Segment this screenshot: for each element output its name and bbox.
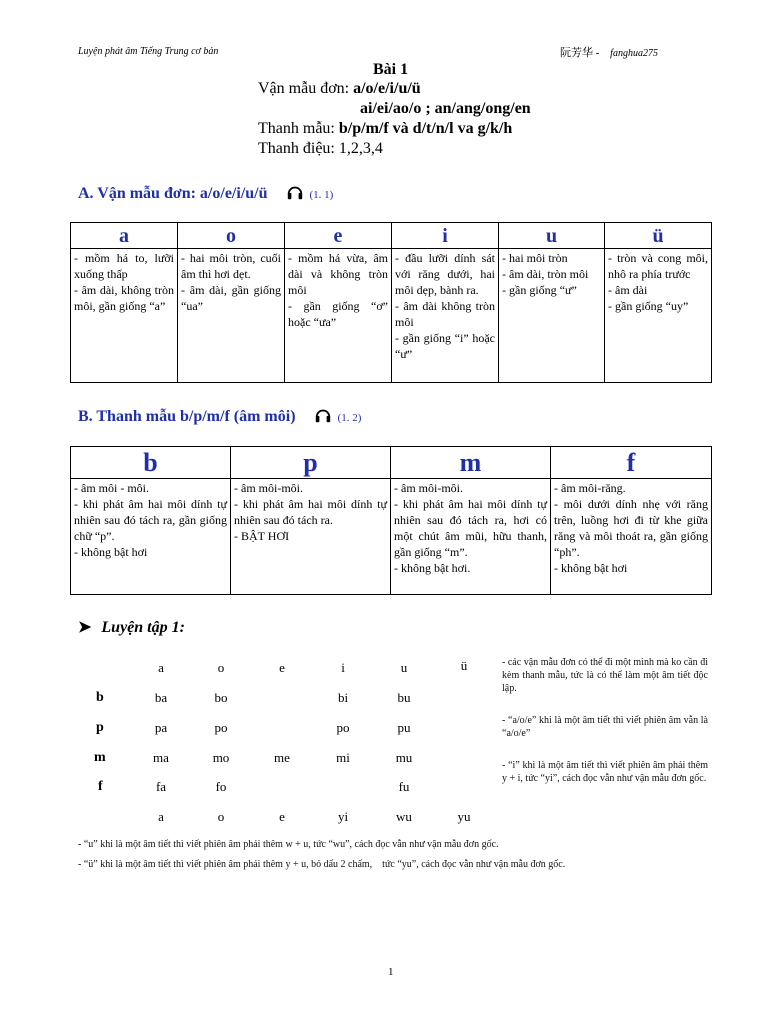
initials-table	[70, 446, 712, 595]
practice-cell: ba	[154, 690, 168, 705]
vowel-header-u: u	[499, 223, 605, 249]
standalone-syllable: e	[279, 809, 285, 824]
standalone-syllable: a	[158, 809, 164, 824]
initial-desc-f: - âm môi-răng. - môi dưới dính nhẹ với răng trên, luồng hơi đi từ khe giữa răng và môi thoát ra, gần giống “ph”. - không bật hơi	[551, 479, 712, 595]
practice-cell: bi	[337, 690, 349, 705]
arrow-bullet-icon: ➤	[78, 619, 92, 636]
practice-cell: mi	[336, 750, 350, 765]
lesson-line-1	[258, 79, 421, 98]
practice-cell: bu	[397, 690, 411, 705]
line3-value: b/p/m/f và d/t/n/l va g/k/h	[338, 120, 513, 137]
initial-desc-b: - âm môi - môi. - khi phát âm hai môi dính tự nhiên sau đó tách ra, gần giống chữ “p”. - không bật hơi	[71, 479, 231, 595]
section-a-heading	[78, 183, 333, 203]
lesson-line-2: ai/ei/ao/o ; an/ang/ong/en	[360, 100, 531, 117]
headphones-icon[interactable]	[286, 183, 304, 201]
practice-cell: mo	[212, 750, 230, 765]
practice-cell: bo	[214, 690, 228, 705]
initial-header-f: f	[551, 447, 712, 479]
lesson-title: Bài 1	[373, 61, 409, 78]
side-note-1: - các vận mẫu đơn có thể đi một mình mà ko cần đi kèm thanh mẫu, tức là có thể làm một âm tiết độc lập.	[502, 657, 708, 694]
practice-cell: po	[336, 720, 350, 735]
practice-col-e: e	[279, 660, 285, 675]
vowel-header-e: e	[285, 223, 392, 249]
practice-cell: po	[214, 720, 228, 735]
standalone-syllable: wu	[396, 809, 412, 824]
standalone-syllable: yi	[337, 809, 349, 824]
practice-heading	[78, 617, 185, 637]
practice-cell: mu	[395, 750, 413, 765]
header-right	[560, 44, 658, 60]
practice-cell: pu	[397, 720, 411, 735]
vowel-desc-e: - mồm há vừa, âm dài và không tròn môi - gần giống “ơ” hoặc “ưa”	[285, 249, 392, 383]
line1-value: a/o/e/i/u/ü	[353, 80, 421, 97]
practice-col-u: u	[400, 660, 408, 675]
side-note-3: - “i” khi là một âm tiết thì viết phiên âm phải thêm y + i, tức “yi”, cách đọc vẫn như vận mẫu đơn gốc.	[502, 760, 708, 784]
vowel-table	[70, 222, 712, 383]
vowel-desc-u: - hai môi tròn - âm dài, tròn môi - gần giống “ư”	[499, 249, 605, 383]
initial-header-b: b	[71, 447, 231, 479]
practice-row-initial: f	[98, 779, 103, 794]
section-a-title: A. Vận mẫu đơn: a/o/e/i/u/ü	[78, 185, 268, 202]
vowel-header-a: a	[71, 223, 178, 249]
practice-row-initial: p	[96, 720, 104, 735]
vowel-desc-i: - đầu lưỡi dính sát với răng dưới, hai môi dẹp, bành ra. - âm dài không tròn môi - gần giống “i” hoặc “ư”	[392, 249, 499, 383]
note-yu: - “ü” khi là một âm tiết thì viết phiên âm phải thêm y + u, bỏ dấu 2 chấm, tức “yu”, cách đọc vẫn như vận mẫu đơn gốc.	[78, 859, 566, 870]
vowel-header-o: o	[178, 223, 285, 249]
practice-cell: fa	[155, 779, 167, 794]
lesson-line-4: Thanh điệu: 1,2,3,4	[258, 140, 383, 157]
vowel-header-u-umlaut: ü	[605, 223, 712, 249]
note-wu: - “u” khi là một âm tiết thì viết phiên âm phải thêm w + u, tức “wu”, cách đọc vẫn như vận mẫu đơn gốc.	[78, 839, 499, 850]
header-left: Luyện phát âm Tiếng Trung cơ bản	[78, 46, 219, 57]
vowel-desc-o: - hai môi tròn, cuối âm thì hơi dẹt. - âm dài, gần giống “ua”	[178, 249, 285, 383]
lesson-line-3	[258, 119, 512, 138]
audio-ref-b: (1. 2)	[337, 412, 362, 424]
initial-header-p: p	[231, 447, 391, 479]
practice-cell: me	[274, 750, 290, 765]
practice-title: Luyện tập 1:	[101, 619, 185, 636]
practice-col-o: o	[217, 660, 225, 675]
audio-ref-a: (1. 1)	[309, 189, 334, 201]
standalone-syllable: o	[217, 809, 225, 824]
practice-col-i: i	[341, 660, 345, 675]
author-id: fanghua275	[610, 48, 658, 59]
side-note-2: - “a/o/e” khi là một âm tiết thì viết phiên âm vẫn là “a/o/e”	[502, 715, 708, 739]
practice-row-initial: b	[96, 690, 104, 705]
practice-row-initial: m	[94, 750, 106, 765]
practice-cell: fo	[215, 779, 227, 794]
line1-label: Vận mẫu đơn:	[258, 80, 354, 97]
page-number: 1	[388, 966, 394, 978]
practice-col-u-umlaut: ü	[460, 658, 468, 673]
section-b-title: B. Thanh mẫu b/p/m/f (âm môi)	[78, 408, 296, 425]
practice-cell: ma	[153, 750, 169, 765]
headphones-icon[interactable]	[314, 406, 332, 424]
practice-col-a: a	[158, 660, 164, 675]
initial-header-m: m	[391, 447, 551, 479]
initial-desc-m: - âm môi-môi. - khi phát âm hai môi dính tự nhiên sau đó tách ra, hơi có một chút âm mũi, hữu thanh, gần giống “m”. - không bật hơi.	[391, 479, 551, 595]
initial-desc-p: - âm môi-môi. - khi phát âm hai môi dính tự nhiên sau đó tách ra. - BẬT HƠI	[231, 479, 391, 595]
line3-label: Thanh mẫu:	[258, 120, 339, 137]
author-name: 阮芳华 -	[560, 47, 600, 59]
vowel-desc-a: - mồm há to, lưỡi xuống thấp - âm dài, không tròn môi, gần giống “a”	[71, 249, 178, 383]
vowel-header-i: i	[392, 223, 499, 249]
practice-cell: fu	[398, 779, 410, 794]
practice-cell: pa	[154, 720, 168, 735]
section-b-heading	[78, 406, 361, 426]
standalone-syllable: yu	[457, 809, 471, 824]
vowel-desc-u-umlaut: - tròn và cong môi, nhô ra phía trước - âm dài - gần giống “uy”	[605, 249, 712, 383]
